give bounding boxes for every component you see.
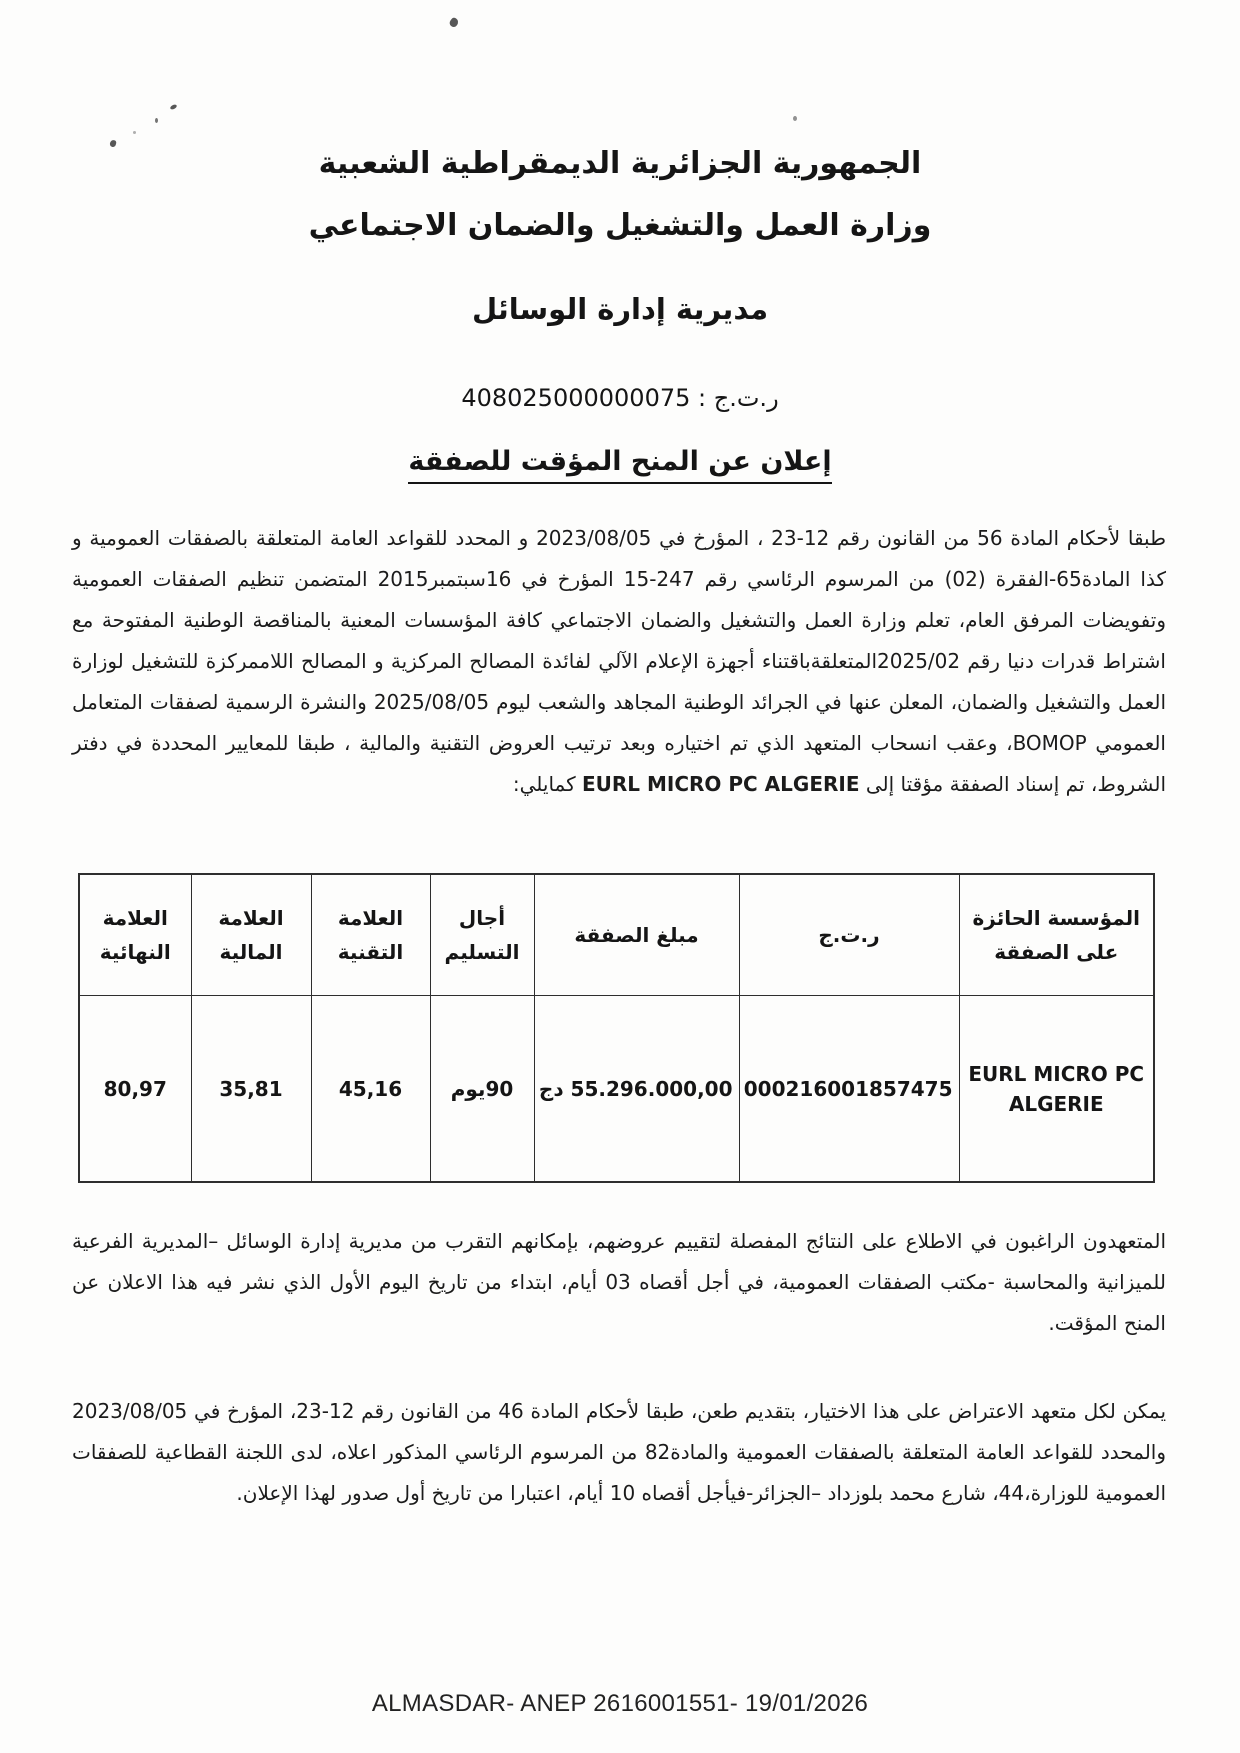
directorate-line: مديرية إدارة الوسائل — [471, 292, 769, 326]
scan-speck — [155, 118, 158, 123]
republic-title-line: الجمهورية الجزائرية الديمقراطية الشعبية — [318, 146, 922, 181]
header-commercial-register: ر.ت.ج — [739, 874, 959, 996]
intro-paragraph-tail: كمايلي: — [512, 772, 582, 796]
scan-speck — [133, 131, 136, 134]
cell-commercial-register: 000216001857475 — [739, 996, 959, 1183]
award-table — [78, 873, 1155, 1183]
cell-delivery-period: 90يوم — [430, 996, 534, 1183]
cell-financial-score: 35,81 — [191, 996, 311, 1183]
intro-paragraph-text: طبقا لأحكام المادة 56 من القانون رقم 12-23 ، المؤرخ في 2023/08/05 و المحدد للقواعد العامة المتعلقة بالصفقات العمومية و كذا المادة65-الفقرة (02) من المرسوم الرئاسي رقم 247-15 المؤرخ في 16سبتمبر2015 المتضمن تنظيم الصفقات العمومية وتفويضات المرفق العام، تعلم وزارة العمل والتشغيل والضمان الاجتماعي كافة المؤسسات المعنية بالمناقصة الوطنية المفتوحة مع اشتراط قدرات دنيا رقم 2025/02المتعلقةباقتناء أجهزة الإعلام الآلي لفائدة المصالح المركزية و المصالح اللاممركزة للتشغيل لوزارة العمل والتشغيل والضمان، المعلن عنها في الجرائد الوطنية المجاهد والشعب ليوم 2025/08/05 والنشرة الرسمية لصفقات المتعامل العمومي BOMOP، وعقب انسحاب المتعهد الذي تم اختياره وبعد ترتيب العروض التقنية والمالية ، طبقا للمعايير المحددة في دفتر الشروط، تم إسناد الصفقة مؤقتا إلى — [72, 526, 1167, 796]
intro-paragraph — [72, 518, 1166, 805]
header-winning-company: المؤسسة الحائزة على الصفقة — [959, 874, 1154, 996]
cell-winning-company: EURL MICRO PC ALGERIE — [959, 996, 1154, 1183]
header-technical-score: العلامة التقنية — [311, 874, 430, 996]
header-contract-amount: مبلغ الصفقة — [534, 874, 739, 996]
cell-technical-score: 45,16 — [311, 996, 430, 1183]
announcement-title-text: إعلان عن المنح المؤقت للصفقة — [408, 446, 831, 484]
awarded-company-name: EURL MICRO PC ALGERIE — [581, 772, 860, 796]
header-final-score: العلامة النهائية — [79, 874, 191, 996]
appeal-paragraph: يمكن لكل متعهد الاعتراض على هذا الاختيار، بتقديم طعن، طبقا لأحكام المادة 46 من القانون رقم 12-23، المؤرخ في 2023/08/05 والمحدد للقواعد العامة المتعلقة بالصفقات العمومية والمادة82 من المرسوم الرئاسي المذكور اعلاه، لدى اللجنة القطاعية للصفقات العمومية للوزارة،44، شارع محمد بلوزداد –الجزائر-فيأجل أقصاه 10 أيام، اعتبارا من تاريخ أول صدور لهذا الإعلان. — [72, 1399, 1167, 1505]
anep-footer-line: ALMASDAR- ANEP 2616001551- 19/01/2026 — [371, 1690, 869, 1717]
scan-speck — [448, 17, 460, 29]
header-delivery-period: أجال التسليم — [430, 874, 534, 996]
cell-final-score: 80,97 — [79, 996, 191, 1183]
header-financial-score: العلامة المالية — [191, 874, 311, 996]
ministry-title-line: وزارة العمل والتشغيل والضمان الاجتماعي — [308, 208, 932, 243]
commercial-register-line: ر.ت.ج : 408025000000075 — [461, 384, 779, 412]
award-table-header-row — [79, 874, 1154, 996]
scan-speck — [169, 104, 177, 111]
award-table-data-row — [79, 996, 1154, 1183]
cell-contract-amount: 55.296.000,00 دج — [534, 996, 739, 1183]
results-consultation-paragraph: المتعهدون الراغبون في الاطلاع على النتائج المفصلة لتقييم عروضهم، بإمكانهم التقرب من مديرية إدارة الوسائل –المديرية الفرعية للميزانية والمحاسبة -مكتب الصفقات العمومية، في أجل أقصاه 03 أيام، ابتداء من تاريخ اليوم الأول الذي نشر فيه هذا الاعلان عن المنح المؤقت. — [72, 1229, 1166, 1335]
announcement-title — [0, 446, 1240, 484]
scan-speck — [793, 116, 797, 121]
